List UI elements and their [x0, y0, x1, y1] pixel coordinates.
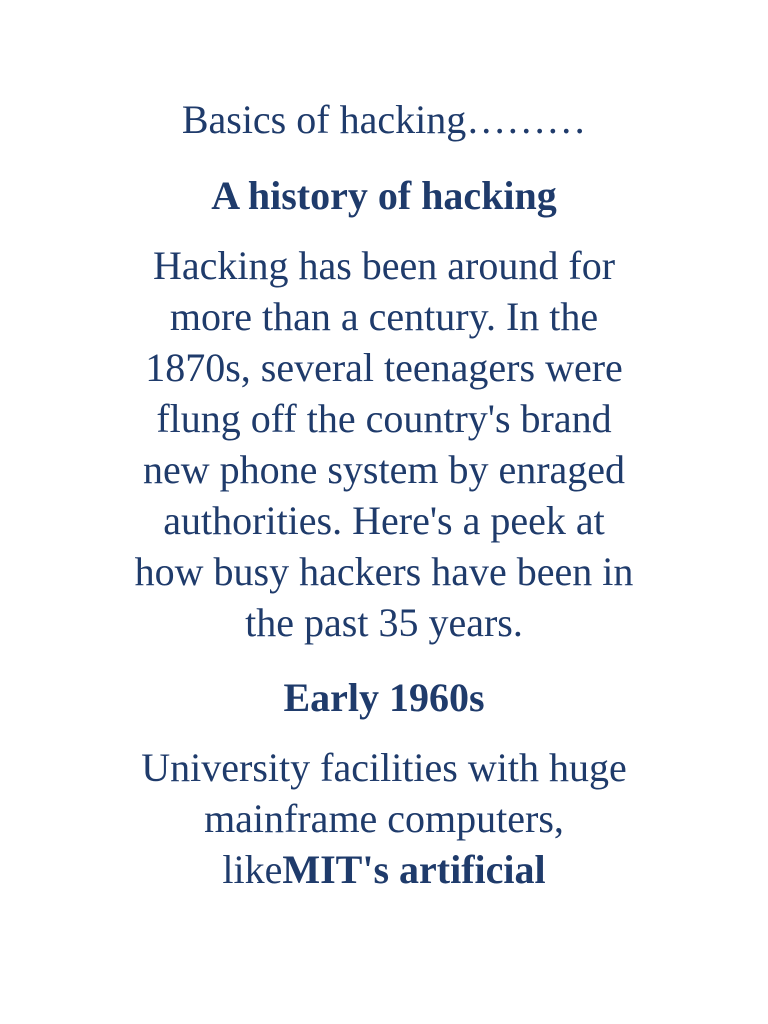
paragraph-line: the past 35 years. — [245, 600, 523, 645]
paragraph-text: like — [222, 847, 283, 892]
paragraph-line: University facilities with huge — [141, 745, 627, 790]
paragraph-line: flung off the country's brand — [156, 396, 612, 441]
paragraph-line: how busy hackers have been in — [134, 549, 634, 594]
section-heading-early-1960s: Early 1960s — [283, 675, 485, 720]
history-paragraph — [0, 240, 768, 648]
section-heading-history: A history of hacking — [211, 173, 557, 218]
paragraph-line: authorities. Here's a peek at — [163, 498, 605, 543]
early-1960s-paragraph — [0, 742, 768, 895]
paragraph-line: more than a century. In the — [169, 294, 599, 339]
paragraph-line: Hacking has been around for — [152, 243, 616, 288]
paragraph-emphasis: MIT's artificial — [282, 847, 546, 892]
document-title: Basics of hacking……… — [181, 97, 587, 142]
paragraph-line: 1870s, several teenagers were — [145, 345, 623, 390]
paragraph-line: mainframe computers, — [204, 796, 564, 841]
paragraph-line-mixed — [0, 844, 768, 895]
paragraph-line: new phone system by enraged — [142, 447, 626, 492]
